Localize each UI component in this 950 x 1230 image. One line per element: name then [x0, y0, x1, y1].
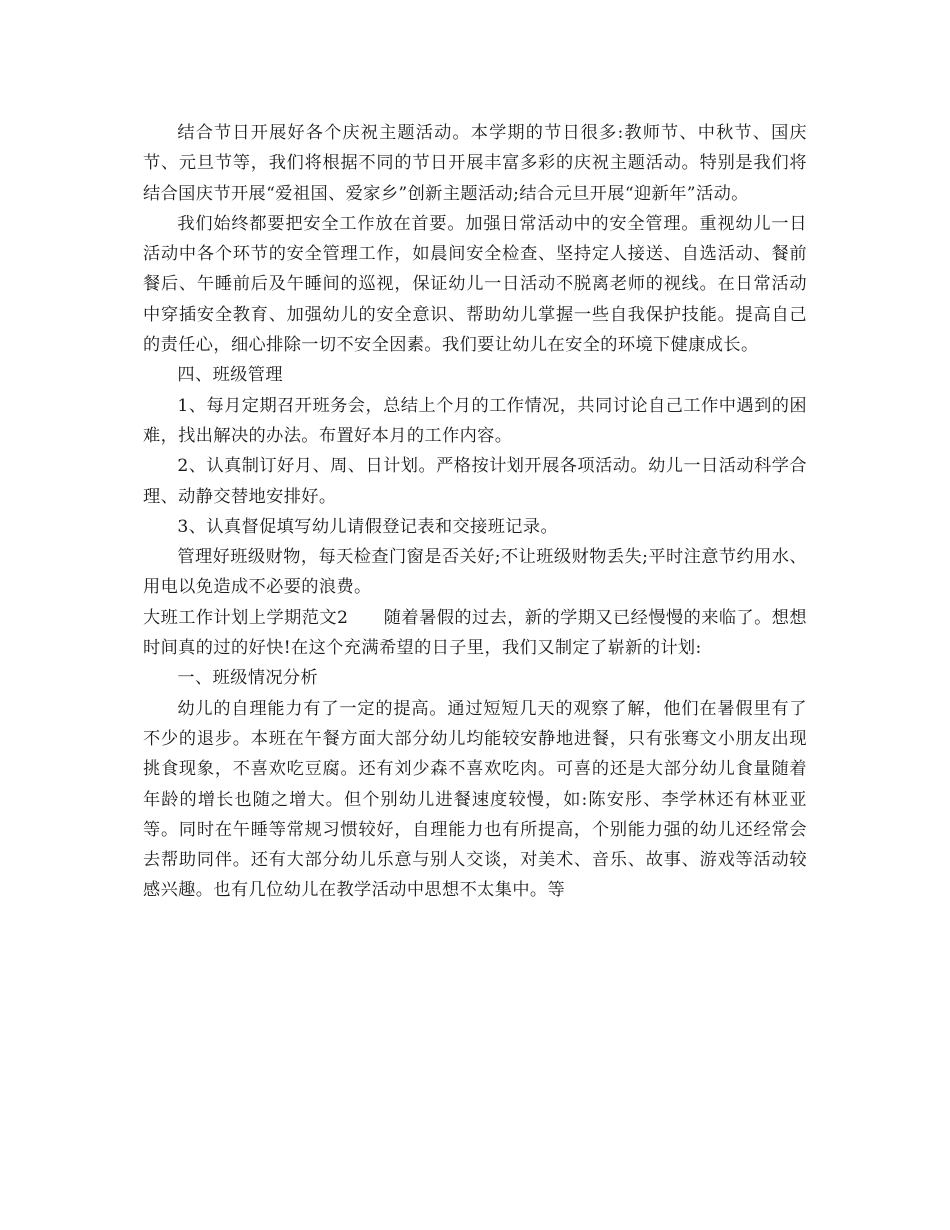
paragraph-safety-work: 我们始终都要把安全工作放在首要。加强日常活动中的安全管理。重视幼儿一日活动中各个环节的安全管理工作，如晨间安全检查、坚持定人接送、自选活动、餐前餐后、午睡前后及午睡间的巡视，保证幼儿一日活动不脱离老师的视线。在日常活动中穿插安全教育、加强幼儿的安全意识、帮助幼儿掌握一些自我保护技能。提高自己的责任心，细心排除一切不安全因素。我们要让幼儿在安全的环境下健康成长。	[143, 213, 807, 356]
paragraph-holiday-activities: 结合节日开展好各个庆祝主题活动。本学期的节日很多:教师节、中秋节、国庆节、元旦节等，我们将根据不同的节日开展丰富多彩的庆祝主题活动。特别是我们将结合国庆节开展“爱祖国、爱家乡”创新主题活动;结合元旦开展“迎新年”活动。	[143, 123, 807, 204]
section-heading-class-analysis: 一、班级情况分析	[177, 668, 319, 689]
list-item-planning: 2、认真制订好月、周、日计划。严格按计划开展各项活动。幼儿一日活动科学合理、动静交替地安排好。	[143, 456, 807, 507]
title-gap	[348, 608, 383, 628]
paragraph-class-property: 管理好班级财物，每天检查门窗是否关好;不让班级财物丢失;平时注意节约用水、用电以免造成不必要的浪费。	[143, 547, 807, 598]
paragraph-self-care-analysis: 幼儿的自理能力有了一定的提高。通过短短几天的观察了解，他们在暑假里有了不少的退步。本班在午餐方面大部分幼儿均能较安静地进餐，只有张骞文小朋友出现挑食现象，不喜欢吃豆腐。还有刘少森不喜欢吃肉。可喜的还是大部分幼儿食量随着年龄的增长也随之增大。但个别幼儿进餐速度较慢，如:陈安彤、李学林还有林亚亚等。同时在午睡等常规习惯较好，自理能力也有所提高，个别能力强的幼儿还经常会去帮助同伴。还有大部分幼儿乐意与别人交谈，对美术、音乐、故事、游戏等活动较感兴趣。也有几位幼儿在教学活动中思想不太集中。等	[143, 698, 807, 901]
sample-title: 大班工作计划上学期范文2	[143, 607, 349, 628]
list-item-monthly-meeting: 1、每月定期召开班务会，总结上个月的工作情况，共同讨论自己工作中遇到的困难，找出解决的办法。布置好本月的工作内容。	[143, 395, 807, 446]
sample-intro-text: 随着暑假的过去，新的学期又已经慢慢的来临了。想想时间真的过的好快!在这个充满希望的日子里，我们又制定了崭新的计划:	[143, 607, 807, 659]
list-item-leave-records: 3、认真督促填写幼儿请假登记表和交接班记录。	[177, 516, 559, 537]
section-heading-class-management: 四、班级管理	[177, 365, 283, 386]
paragraph-sample-2-intro	[143, 603, 807, 664]
document-body	[143, 118, 807, 906]
